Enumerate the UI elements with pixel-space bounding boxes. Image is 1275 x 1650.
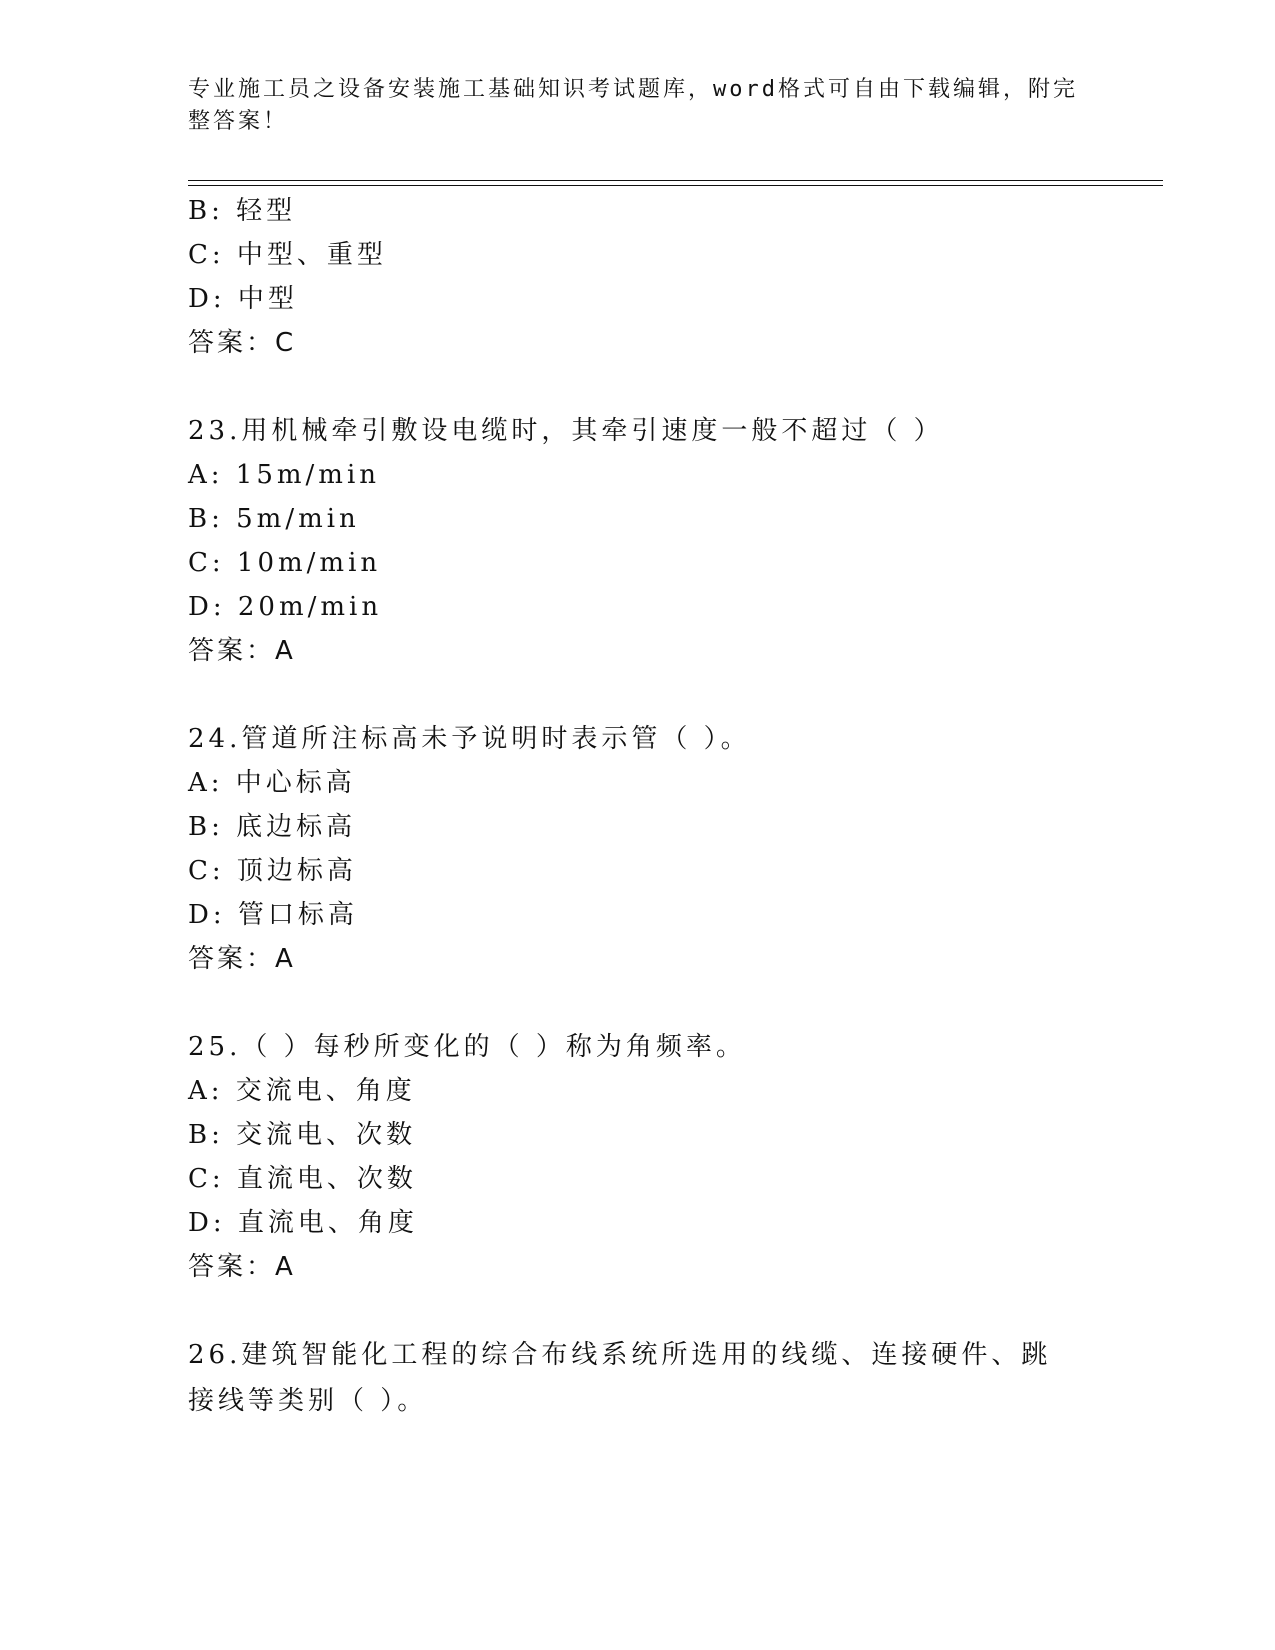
document-header: 专业施工员之设备安装施工基础知识考试题库，word格式可自由下载编辑，附完整答案！ xyxy=(188,77,1078,134)
option-c: C: 中型、重型 xyxy=(188,240,387,270)
option-a: A: 中心标高 xyxy=(188,768,356,798)
option-d: D: 20m/min xyxy=(188,592,383,622)
option-b: B: 轻型 xyxy=(188,196,297,226)
header-rule-top xyxy=(188,180,1163,181)
question-stem: 26.建筑智能化工程的综合布线系统所选用的线缆、连接硬件、跳接线等类别（ ）。 xyxy=(188,1340,1052,1416)
option-d: D: 中型 xyxy=(188,284,298,314)
option-b: B: 交流电、次数 xyxy=(188,1120,417,1150)
option-a: A: 15m/min xyxy=(188,460,381,490)
option-c: C: 顶边标高 xyxy=(188,856,357,886)
question-stem: 24.管道所注标高未予说明时表示管（ ）。 xyxy=(188,724,751,754)
option-b: B: 5m/min xyxy=(188,504,360,534)
option-d: D: 直流电、角度 xyxy=(188,1208,418,1238)
option-b: B: 底边标高 xyxy=(188,812,357,842)
option-c: C: 直流电、次数 xyxy=(188,1164,417,1194)
answer: 答案：A xyxy=(188,944,296,974)
option-d: D: 管口标高 xyxy=(188,900,358,930)
answer: 答案：A xyxy=(188,1252,296,1282)
option-a: A: 交流电、角度 xyxy=(188,1076,416,1106)
answer: 答案：A xyxy=(188,636,296,666)
option-c: C: 10m/min xyxy=(188,548,382,578)
question-stem: 25.（ ）每秒所变化的（ ）称为角频率。 xyxy=(188,1032,746,1062)
answer: 答案：C xyxy=(188,328,297,358)
header-rule-bottom xyxy=(188,185,1163,186)
question-stem: 23.用机械牵引敷设电缆时，其牵引速度一般不超过（ ） xyxy=(188,416,944,446)
